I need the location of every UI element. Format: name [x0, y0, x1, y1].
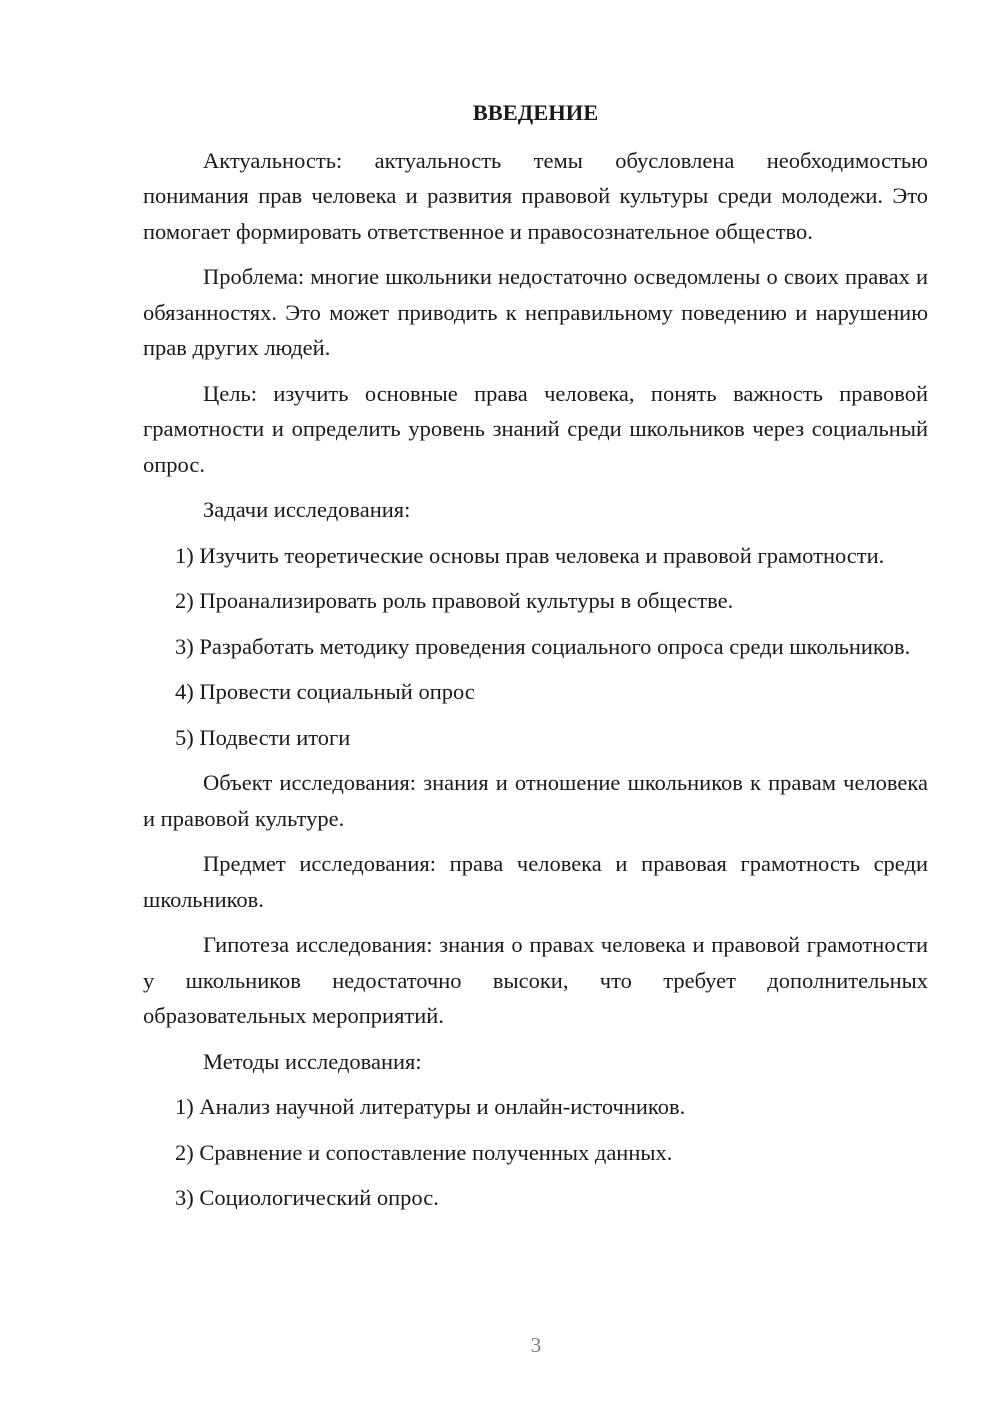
method-item-1: 1) Анализ научной литературы и онлайн-источников.: [175, 1094, 686, 1119]
page-content: [143, 95, 928, 1226]
task-item-5: 5) Подвести итоги: [175, 724, 351, 750]
paragraph-relevance: Актуальность: актуальность темы обусловлена необходимостью понимания прав человека и развития правовой культуры среди молодежи. Это помогает формировать ответственное и правосознательное общество.: [143, 147, 928, 244]
page-number: 3: [530, 1333, 542, 1357]
methods-heading: Методы исследования:: [203, 1048, 422, 1074]
paragraph-subject: Предмет исследования: права человека и правовая грамотность среди школьников.: [143, 851, 928, 912]
method-item-2: 2) Сравнение и сопоставление полученных данных.: [175, 1139, 673, 1165]
task-item-3: 3) Разработать методику проведения социального опроса среди школьников.: [175, 633, 911, 659]
section-title: ВВЕДЕНИЕ: [472, 100, 599, 125]
task-item-2: 2) Проанализировать роль правовой культуры в обществе.: [175, 588, 734, 613]
paragraph-hypothesis: Гипотеза исследования: знания о правах человека и правовой грамотности у школьников недостаточно высоки, что требует дополнительных образовательных мероприятий.: [143, 932, 928, 1028]
method-item-3: 3) Социологический опрос.: [175, 1185, 439, 1210]
paragraph-problem: Проблема: многие школьники недостаточно осведомлены о своих правах и обязанностях. Это может приводить к неправильному поведению и нарушению прав других людей.: [143, 264, 928, 360]
paragraph-object: Объект исследования: знания и отношение школьников к правам человека и правовой культуре.: [143, 770, 928, 831]
tasks-heading: Задачи исследования:: [203, 497, 411, 522]
paragraph-goal: Цель: изучить основные права человека, понять важность правовой грамотности и определить уровень знаний среди школьников через социальный опрос.: [143, 380, 928, 477]
task-item-4: 4) Провести социальный опрос: [175, 679, 475, 704]
task-item-1: 1) Изучить теоретические основы прав человека и правовой грамотности.: [175, 542, 885, 568]
